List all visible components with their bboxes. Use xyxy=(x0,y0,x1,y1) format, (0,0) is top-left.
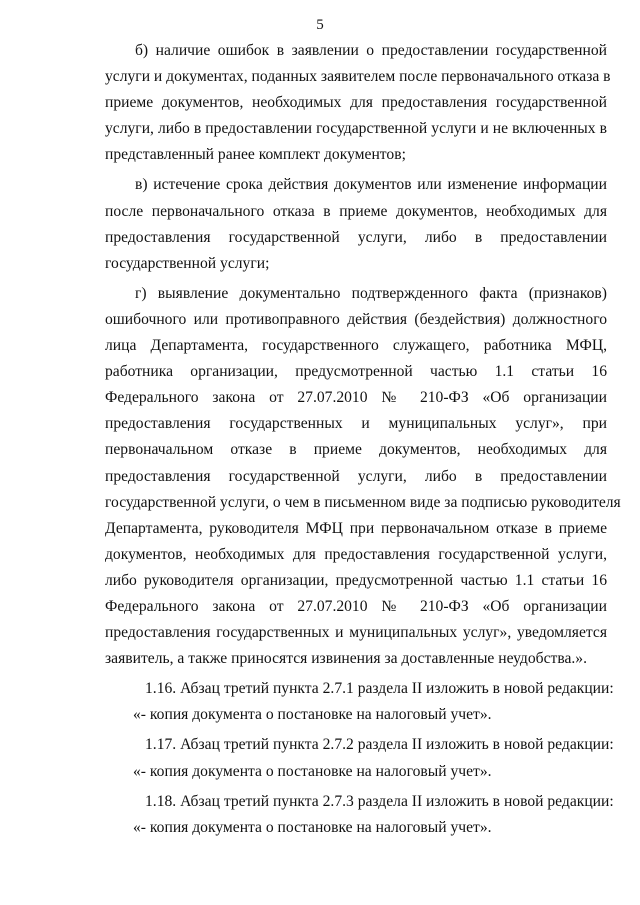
document-body xyxy=(105,38,621,841)
text-line: предоставления государственных и муниципальных услуг», при xyxy=(105,415,607,433)
amendment-1-16 xyxy=(105,676,614,702)
quote-1-16 xyxy=(105,702,607,728)
quote-1-17 xyxy=(105,759,607,785)
text-line: государственной услуги; xyxy=(105,254,270,272)
amendment-1-17 xyxy=(105,732,614,758)
text-line: работника организации, предусмотренной частью 1.1 статьи 16 xyxy=(105,363,607,381)
text-line: заявитель, а также приносятся извинения за доставленные неудобства.». xyxy=(105,650,588,668)
text-line: услуги, либо в предоставлении государственной услуги и не включенных в xyxy=(105,120,607,138)
text-line: б) наличие ошибок в заявлении о предоставлении государственной xyxy=(135,42,607,59)
quote-1-18 xyxy=(105,815,607,841)
text-line: Федерального закона от 27.07.2010 № 210-ФЗ «Об организации xyxy=(105,597,607,615)
text-line: Федерального закона от 27.07.2010 № 210-ФЗ «Об организации xyxy=(105,389,607,407)
text-line: документов, необходимых для предоставления государственной услуги, xyxy=(105,545,607,563)
text-line: представленный ранее комплект документов; xyxy=(105,146,406,164)
paragraph-g xyxy=(105,281,621,672)
text-line: в) истечение срока действия документов или изменение информации xyxy=(135,176,607,194)
text-line: предоставления государственной услуги, либо в предоставлении xyxy=(105,228,607,246)
text-line: после первоначального отказа в приеме документов, необходимых для xyxy=(105,202,607,220)
text-line: ошибочного или противоправного действия (бездействия) должностного xyxy=(105,310,607,328)
text-line: приеме документов, необходимых для предоставления государственной xyxy=(105,94,607,112)
text-line: 1.16. Абзац третий пункта 2.7.1 раздела II изложить в новой редакции: xyxy=(145,680,614,698)
text-line: либо руководителя организации, предусмотренной частью 1.1 статьи 16 xyxy=(105,571,607,589)
paragraph-b xyxy=(105,38,611,168)
text-line: предоставления государственных и муниципальных услуг», уведомляется xyxy=(105,624,607,642)
text-line: первоначальном отказе в приеме документов, необходимых для xyxy=(105,441,607,459)
paragraph-v xyxy=(105,172,607,276)
text-line: «- копия документа о постановке на налоговый учет». xyxy=(133,762,492,780)
text-line: «- копия документа о постановке на налоговый учет». xyxy=(133,818,492,836)
text-line: г) выявление документально подтвержденного факта (признаков) xyxy=(135,284,607,302)
text-line: 1.17. Абзац третий пункта 2.7.2 раздела II изложить в новой редакции: xyxy=(145,736,614,754)
text-line: «- копия документа о постановке на налоговый учет». xyxy=(133,706,492,724)
text-line: услуги и документах, поданных заявителем после первоначального отказа в xyxy=(105,68,611,86)
text-line: лица Департамента, государственного служащего, работника МФЦ, xyxy=(105,337,607,355)
text-line: предоставления государственной услуги, либо в предоставлении xyxy=(105,467,607,485)
text-line: государственной услуги, о чем в письменном виде за подписью руководителя xyxy=(105,493,621,511)
text-line: Департамента, руководителя МФЦ при первоначальном отказе в приеме xyxy=(105,519,607,537)
amendment-1-18 xyxy=(105,789,614,815)
page-number: 5 xyxy=(316,17,324,33)
text-line: 1.18. Абзац третий пункта 2.7.3 раздела II изложить в новой редакции: xyxy=(145,792,614,810)
